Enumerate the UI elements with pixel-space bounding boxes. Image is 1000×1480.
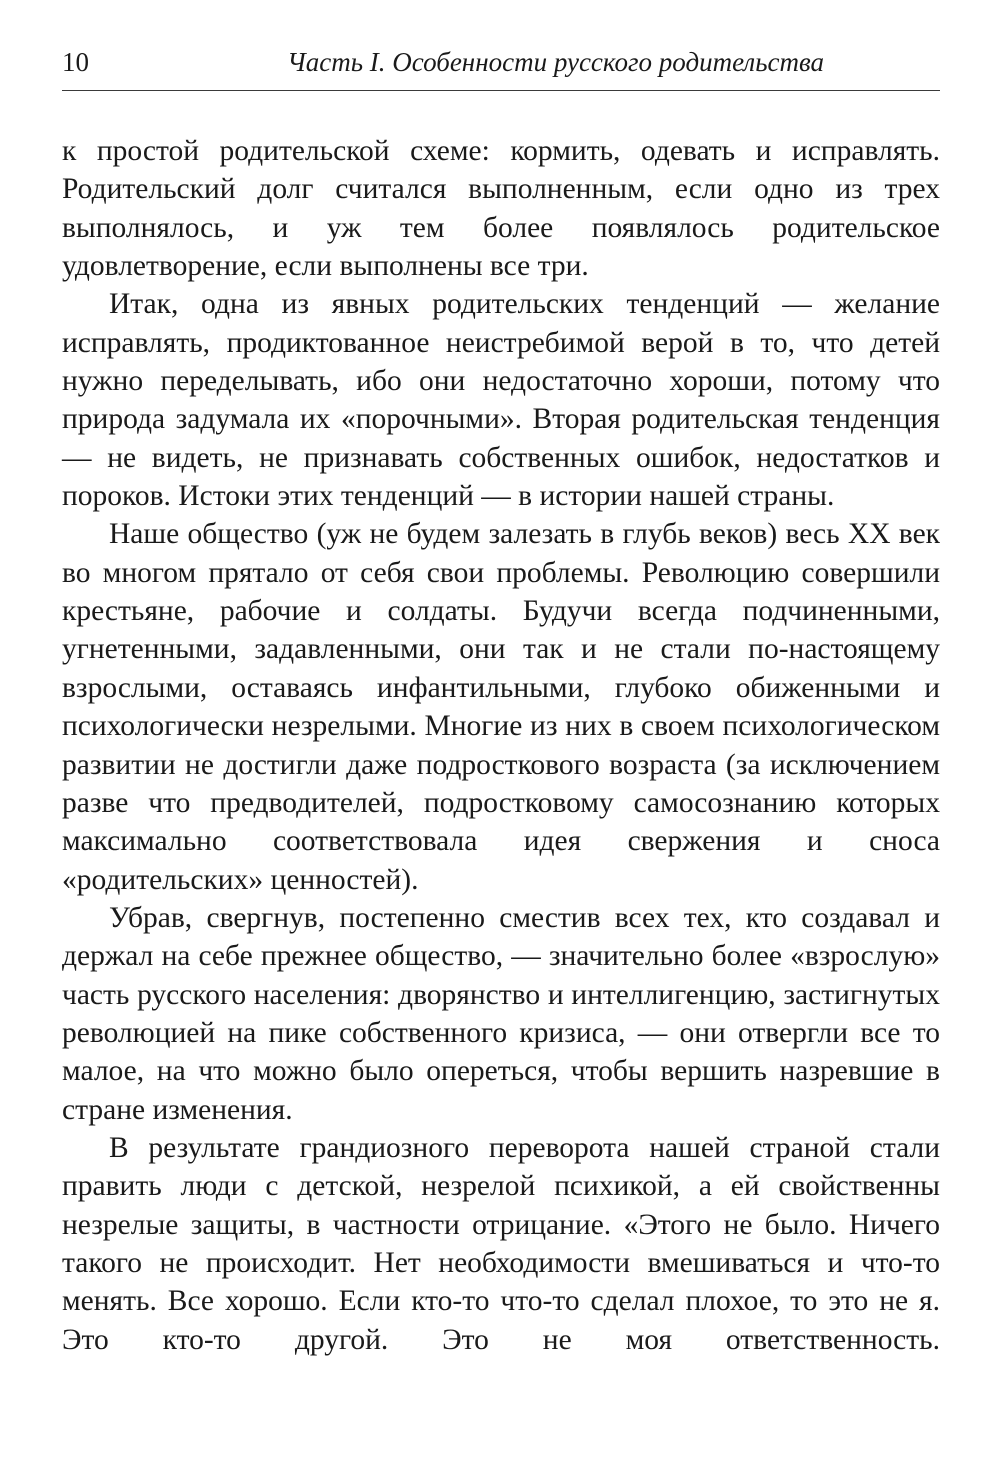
running-header xyxy=(62,40,940,91)
paragraph-1: к простой родительской схеме: кормить, одевать и исправлять. Родительский долг считался выполненным, если одно из трех выполнялось, и уж тем более появлялось родительское удовлетворение, если выполнены все три. xyxy=(62,135,940,283)
page-number: 10 xyxy=(62,47,89,77)
body-text xyxy=(62,132,940,1359)
paragraph-4: Убрав, свергнув, постепенно сместив всех тех, кто создавал и держал на себе прежнее общество, — значительно более «взрослую» часть русского населения: дворянство и интеллигенцию, застигнутых революцией на пике собственного кризиса, — они отвергли все то малое, на что можно было опереться, чтобы вершить назревшие в стране изменения. xyxy=(62,901,940,1126)
paragraph-3: Наше общество (уж не будем залезать в глубь веков) весь XX век во многом прятало от себя свои проблемы. Революцию совершили крестьяне, рабочие и солдаты. Будучи всегда подчиненными, угнетенными, задавленными, они так и не стали по-настоящему взрослыми, оставаясь инфантильными, глубоко обиженными и психологически незрелыми. Многие из них в своем психологическом развитии не достигли даже подросткового возраста (за исключением разве что предводителей, подростковому самосознанию которых максимально соответствовала идея свержения и сноса «родительских» ценностей). xyxy=(62,518,940,896)
paragraph-2: Итак, одна из явных родительских тенденций — желание исправлять, продиктованное неистребимой верой в то, что детей нужно переделывать, ибо они недостаточно хороши, потому что природа задумала их «порочными». Вторая родительская тенденция — не видеть, не признавать собственных ошибок, недостатков и пороков. Истоки этих тенденций — в истории нашей страны. xyxy=(62,288,940,513)
running-title: Часть I. Особенности русского родительства xyxy=(287,47,824,77)
paragraph-5: В результате грандиозного переворота нашей страной стали править люди с детской, незрелой психикой, а ей свойственны незрелые защиты, в частности отрицание. «Этого не было. Ничего такого не происходит. Нет необходимости вмешиваться и что-то менять. Все хорошо. Если кто-то что-то сделал плохое, то это не я. Это кто-то другой. Это не моя ответственность. xyxy=(62,1131,940,1356)
